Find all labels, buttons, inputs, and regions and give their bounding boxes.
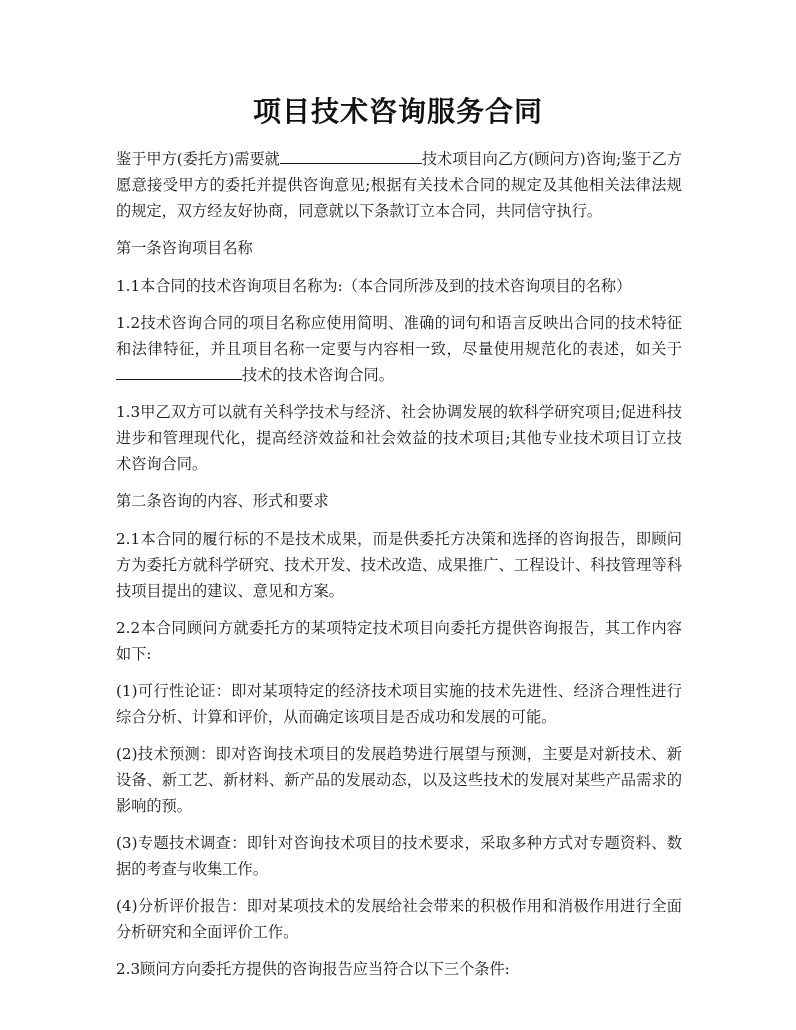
clause-2-2: 2.2本合同顾问方就委托方的某项特定技术项目向委托方提供咨询报告，其工作内容如下: xyxy=(116,619,682,663)
list-item-feasibility: (1)可行性论证：即对某项特定的经济技术项目实施的技术先进性、经济合理性进行综合分析、计算和评价，从而确定该项目是否成功和发展的可能。 xyxy=(116,682,682,726)
intro-text-part2: 技术项目向乙方(顾问方)咨询;鉴于乙方愿意接受甲方的委托并提供咨询意见;根据有关技术合同的规定及其他相关法律法规的规定，双方经友好协商，同意就以下条款订立本合同，共同信守执行。 xyxy=(116,150,682,220)
project-name-blank xyxy=(280,148,422,164)
clause-1-2-part2: 技术的技术咨询合同。 xyxy=(242,366,394,384)
clause-2-3: 2.3顾问方向委托方提供的咨询报告应当符合以下三个条件: xyxy=(116,960,510,978)
section1-heading: 第一条咨询项目名称 xyxy=(116,239,253,257)
section2-heading: 第二条咨询的内容、形式和要求 xyxy=(116,492,329,510)
document-body xyxy=(116,146,682,993)
list-item-evaluation: (4)分析评价报告：即对某项技术的发展给社会带来的积极作用和消极作用进行全面分析研究和全面评价工作。 xyxy=(116,897,682,941)
list-item-survey: (3)专题技术调查：即针对咨询技术项目的技术要求，采取多种方式对专题资料、数据的考查与收集工作。 xyxy=(116,834,682,878)
technology-name-blank xyxy=(116,364,242,380)
clause-1-1: 1.1本合同的技术咨询项目名称为:（本合同所涉及到的技术咨询项目的名称） xyxy=(116,277,632,295)
intro-paragraph xyxy=(116,146,682,224)
clause-1-2 xyxy=(116,310,682,388)
clause-1-2-part1: 1.2技术咨询合同的项目名称应使用简明、准确的词句和语言反映出合同的技术特征和法律特征，并且项目名称一定要与内容相一致，尽量使用规范化的表述，如关于 xyxy=(116,314,682,358)
document-title: 项目技术咨询服务合同 xyxy=(252,95,543,128)
list-item-forecast: (2)技术预测：即对咨询技术项目的发展趋势进行展望与预测，主要是对新技术、新设备、新工艺、新材料、新产品的发展动态，以及这些技术的发展对某些产品需求的影响的预。 xyxy=(116,745,682,815)
clause-1-3: 1.3甲乙双方可以就有关科学技术与经济、社会协调发展的软科学研究项目;促进科技进步和管理现代化，提高经济效益和社会效益的技术项目;其他专业技术项目订立技术咨询合同。 xyxy=(116,403,682,473)
clause-2-1: 2.1本合同的履行标的不是技术成果，而是供委托方决策和选择的咨询报告，即顾问方为委托方就科学研究、技术开发、技术改造、成果推广、工程设计、科技管理等科技项目提出的建议、意见和方案。 xyxy=(116,530,682,600)
intro-text-part1: 鉴于甲方(委托方)需要就 xyxy=(116,150,280,168)
